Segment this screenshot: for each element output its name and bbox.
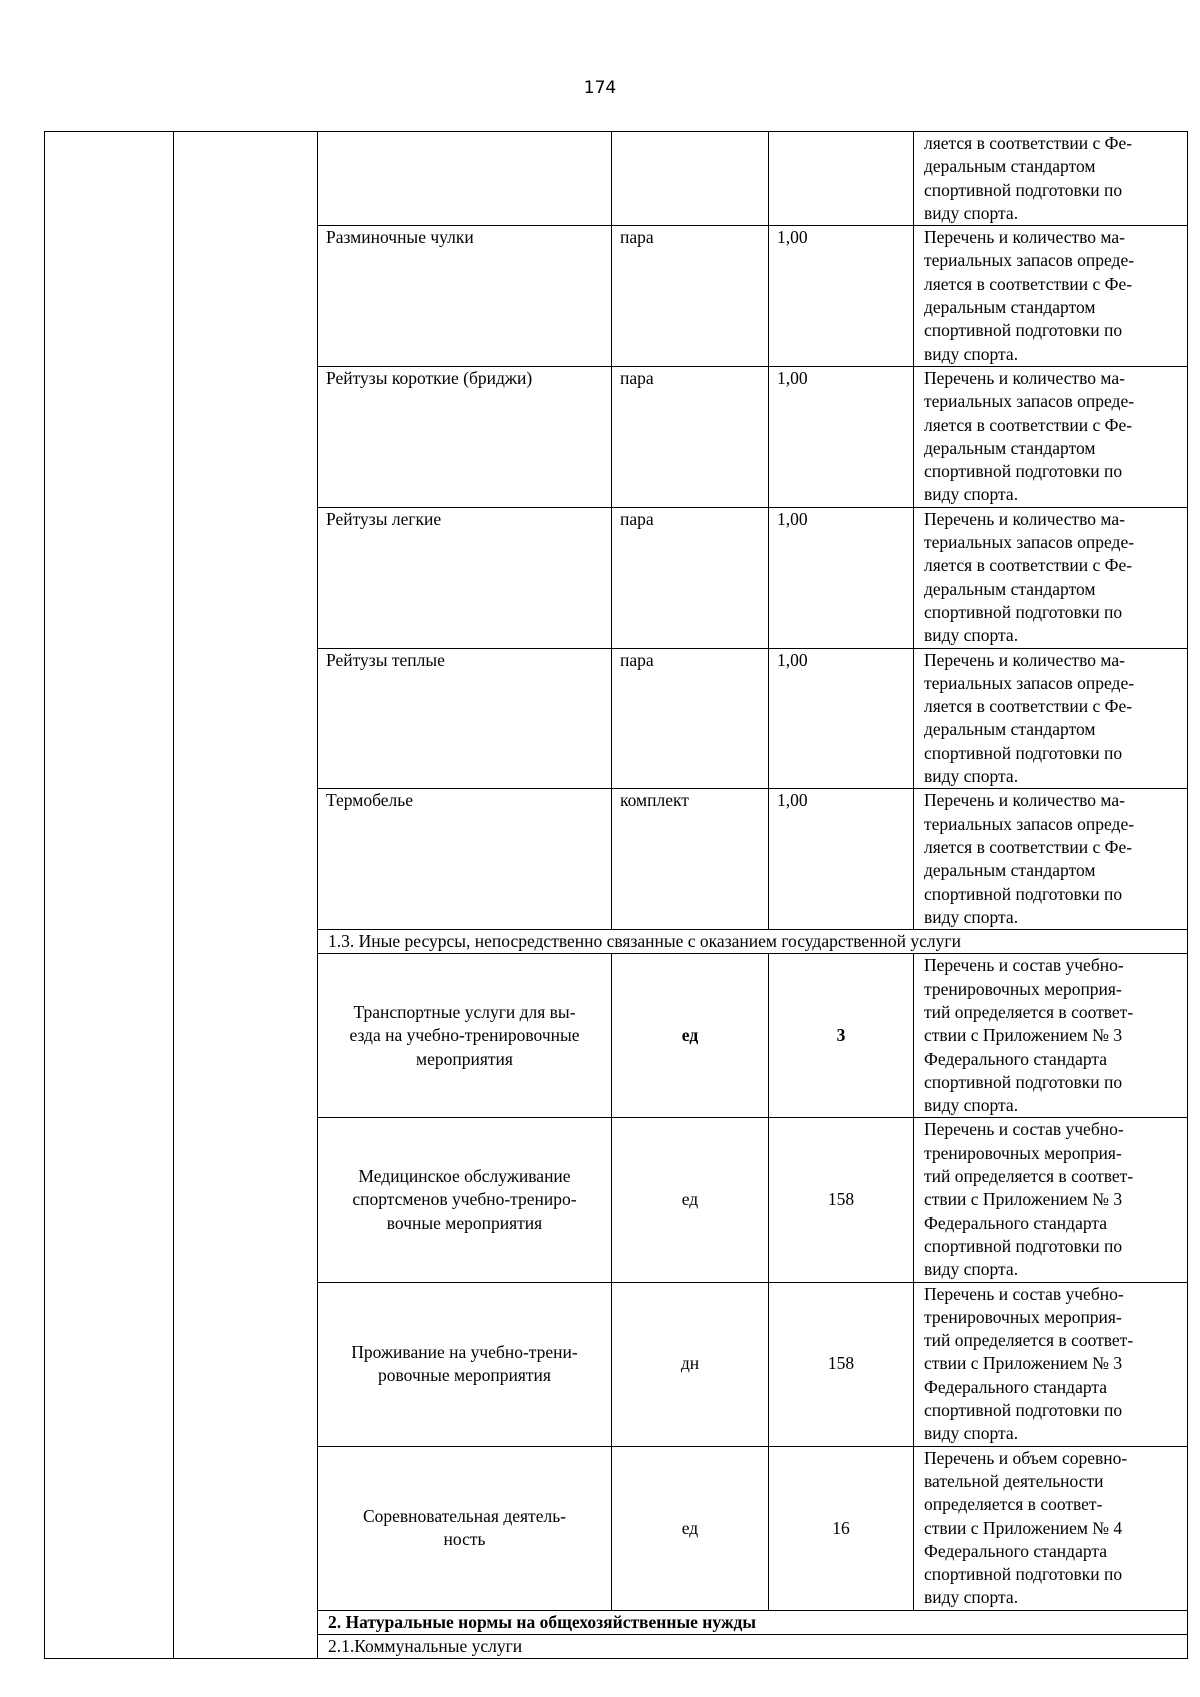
description-line: ляется в соответствии с Фе- (924, 133, 1133, 153)
description-line: деральным стандартом (924, 156, 1096, 177)
description-line: ляется в соответствии с Фе- (924, 414, 1133, 435)
description-line: спортивной подготовки по (924, 1071, 1123, 1092)
resource-name-line: Проживание на учебно-трени- (351, 1341, 578, 1362)
quantity-cell: 1,00 (769, 648, 914, 789)
page-number: 174 (583, 78, 617, 98)
resource-name-line: спортсменов учебно-трениро- (352, 1189, 577, 1210)
resource-name-cell: Рейтузы теплые (318, 648, 612, 789)
quantity-cell (769, 132, 914, 226)
description-line: ствии с Приложением № 4 (924, 1517, 1123, 1538)
unit-cell (612, 132, 769, 226)
table-row-continued (45, 132, 1188, 226)
unit-cell: комплект (612, 789, 769, 930)
description-line: тренировочных мероприя- (924, 1142, 1122, 1163)
empty-column-1 (45, 132, 174, 1659)
quantity-cell: 1,00 (769, 226, 914, 367)
description-line: териальных запасов опреде- (924, 813, 1135, 834)
description-cell (914, 954, 1188, 1118)
section-heading: 1.3. Иные ресурсы, непосредственно связанные с оказанием государственной услуги (318, 930, 1188, 954)
description-line: Перечень и количество ма- (924, 508, 1125, 529)
description-line: спортивной подготовки по (924, 601, 1123, 622)
unit-cell: пара (612, 648, 769, 789)
description-line: Перечень и состав учебно- (924, 1283, 1124, 1304)
description-line: Перечень и количество ма- (924, 227, 1125, 248)
description-line: виду спорта. (924, 766, 1019, 787)
resource-name-line: Медицинское обслуживание (358, 1166, 571, 1187)
description-line: деральным стандартом (924, 860, 1096, 881)
empty-column-2 (174, 132, 318, 1659)
description-line: Перечень и количество ма- (924, 649, 1125, 670)
description-line: Федерального стандарта (924, 1212, 1107, 1233)
description-line: ляется в соответствии с Фе- (924, 696, 1133, 717)
description-line: Перечень и количество ма- (924, 367, 1125, 388)
resource-name-cell: Рейтузы короткие (бриджи) (318, 366, 612, 507)
description-line: вательной деятельности (924, 1470, 1104, 1491)
description-line: спортивной подготовки по (924, 742, 1123, 763)
description-line: спортивной подготовки по (924, 1400, 1123, 1421)
resource-name-cell (318, 954, 612, 1118)
resource-name-cell: Рейтузы легкие (318, 507, 612, 648)
description-line: виду спорта. (924, 1259, 1019, 1280)
description-line: Перечень и объем соревно- (924, 1447, 1128, 1468)
description-line: виду спорта. (924, 1587, 1019, 1608)
resource-name-line: мероприятия (416, 1048, 513, 1069)
description-line: тий определяется в соответ- (924, 1166, 1134, 1187)
resource-name-cell: Разминочные чулки (318, 226, 612, 367)
description-cell (914, 226, 1188, 367)
quantity-cell: 3 (769, 954, 914, 1118)
description-line: ляется в соответствии с Фе- (924, 273, 1133, 294)
unit-cell: пара (612, 366, 769, 507)
quantity-cell: 158 (769, 1118, 914, 1282)
resource-name-cell (318, 1446, 612, 1610)
section-heading: 2. Натуральные нормы на общехозяйственные нужды (318, 1610, 1188, 1634)
description-line: деральным стандартом (924, 297, 1096, 318)
resource-name-cell (318, 132, 612, 226)
description-cell (914, 366, 1188, 507)
description-line: виду спорта. (924, 1095, 1019, 1116)
description-line: Перечень и количество ма- (924, 790, 1125, 811)
quantity-cell: 16 (769, 1446, 914, 1610)
quantity-cell: 1,00 (769, 789, 914, 930)
description-line: спортивной подготовки по (924, 883, 1123, 904)
subsection-heading: 2.1.Коммунальные услуги (318, 1635, 1188, 1659)
description-cell (914, 1446, 1188, 1610)
description-line: ствии с Приложением № 3 (924, 1189, 1123, 1210)
description-line: тий определяется в соответ- (924, 1330, 1134, 1351)
description-line: Федерального стандарта (924, 1376, 1107, 1397)
description-line: виду спорта. (924, 625, 1019, 646)
description-line: определяется в соответ- (924, 1494, 1103, 1515)
unit-cell: дн (612, 1282, 769, 1446)
description-line: ляется в соответствии с Фе- (924, 555, 1133, 576)
description-line: териальных запасов опреде- (924, 250, 1135, 271)
description-cell (914, 789, 1188, 930)
description-line: виду спорта. (924, 906, 1019, 927)
resource-name-line: вочные мероприятия (386, 1212, 543, 1233)
unit-cell: пара (612, 507, 769, 648)
resource-name-cell (318, 1118, 612, 1282)
quantity-cell: 158 (769, 1282, 914, 1446)
description-line: Федерального стандарта (924, 1048, 1107, 1069)
description-line: тий определяется в соответ- (924, 1001, 1134, 1022)
unit-cell: ед (612, 1446, 769, 1610)
description-line: тренировочных мероприя- (924, 978, 1122, 999)
description-line: ствии с Приложением № 3 (924, 1353, 1123, 1374)
resource-name-line: ность (443, 1529, 486, 1550)
description-line: спортивной подготовки по (924, 179, 1123, 200)
quantity-cell: 1,00 (769, 366, 914, 507)
resource-name-line: ровочные мероприятия (378, 1365, 551, 1386)
description-line: спортивной подготовки по (924, 461, 1123, 482)
description-line: ствии с Приложением № 3 (924, 1025, 1123, 1046)
description-line: ляется в соответствии с Фе- (924, 836, 1133, 857)
resource-name-line: Транспортные услуги для вы- (353, 1001, 576, 1022)
description-cell (914, 132, 1188, 226)
description-line: виду спорта. (924, 202, 1019, 223)
description-line: Перечень и состав учебно- (924, 955, 1124, 976)
resource-name-line: езда на учебно-тренировочные (349, 1025, 580, 1046)
norms-table (44, 131, 1188, 1659)
description-line: деральным стандартом (924, 437, 1096, 458)
description-cell (914, 648, 1188, 789)
description-line: спортивной подготовки по (924, 1235, 1123, 1256)
description-line: териальных запасов опреде- (924, 532, 1135, 553)
unit-cell: ед (612, 954, 769, 1118)
description-line: спортивной подготовки по (924, 1564, 1123, 1585)
description-line: деральным стандартом (924, 578, 1096, 599)
unit-cell: пара (612, 226, 769, 367)
description-line: териальных запасов опреде- (924, 391, 1135, 412)
quantity-cell: 1,00 (769, 507, 914, 648)
description-cell (914, 1282, 1188, 1446)
description-cell (914, 1118, 1188, 1282)
description-line: Федерального стандарта (924, 1540, 1107, 1561)
description-line: териальных запасов опреде- (924, 672, 1135, 693)
resource-name-cell: Термобелье (318, 789, 612, 930)
description-line: деральным стандартом (924, 719, 1096, 740)
description-line: тренировочных мероприя- (924, 1306, 1122, 1327)
description-line: виду спорта. (924, 1423, 1019, 1444)
description-line: Перечень и состав учебно- (924, 1119, 1124, 1140)
resource-name-line: Соревновательная деятель- (362, 1505, 567, 1526)
unit-cell: ед (612, 1118, 769, 1282)
description-cell (914, 507, 1188, 648)
description-line: спортивной подготовки по (924, 320, 1123, 341)
resource-name-cell (318, 1282, 612, 1446)
description-line: виду спорта. (924, 343, 1019, 364)
description-line: виду спорта. (924, 484, 1019, 505)
